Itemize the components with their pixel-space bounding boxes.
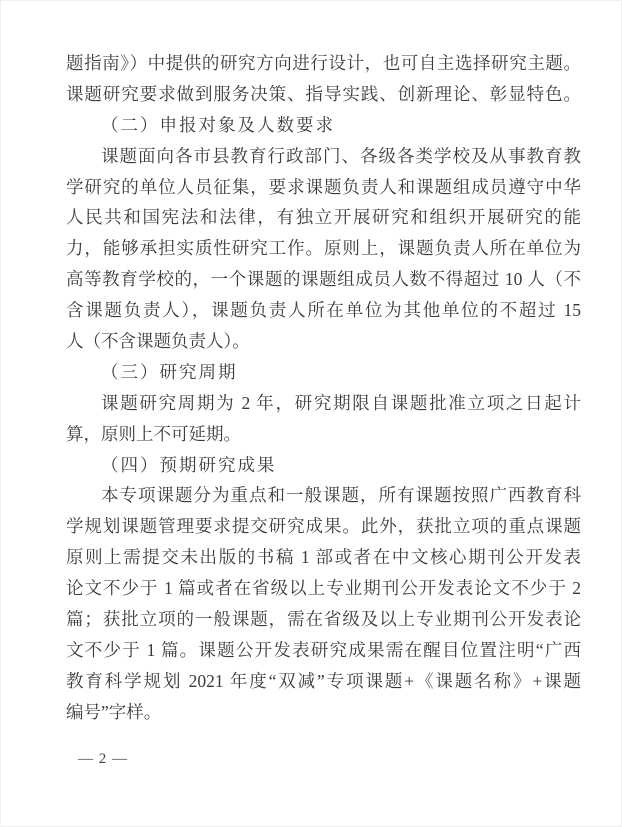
body-line: 题指南》）中提供的研究方向进行设计，也可自主选择研究主题。 [66, 53, 581, 73]
body-line: 论文不少于 1 篇或者在省级以上专业期刊公开发表论文不少于 2 [66, 578, 581, 599]
paragraph-first-line: 课题研究周期为 2 年，研究期限自课题批准立项之日起计 [101, 392, 581, 413]
body-line: 人民共和国宪法和法律，有独立开展研究和组织开展研究的能 [66, 207, 581, 228]
paragraph-last-line: 编号”字样。 [66, 701, 162, 722]
paragraph-first-line: 本专项课题分为重点和一般课题，所有课题按照广西教育科 [101, 485, 581, 506]
document-body [66, 48, 581, 728]
section-heading-3: （三）研究周期 [101, 361, 238, 382]
body-line: 原则上需提交未出版的书稿 1 部或者在中文核心期刊公开发表 [66, 547, 581, 568]
body-line: 力，能够承担实质性研究工作。原则上，课题负责人所在单位为 [66, 238, 581, 259]
body-line: 含课题负责人），课题负责人所在单位为其他单位的不超过 15 [66, 300, 581, 321]
body-line: 学规划课题管理要求提交研究成果。此外，获批立项的重点课题 [66, 516, 581, 537]
body-line: 文不少于 1 篇。课题公开发表研究成果需在醒目位置注明“广西 [66, 639, 581, 660]
body-line: 课题研究要求做到服务决策、指导实践、创新理论、彰显特色。 [66, 83, 581, 104]
paragraph-last-line: 人（不含课题负责人）。 [66, 331, 250, 352]
section-heading-2: （二）申报对象及人数要求 [101, 114, 335, 135]
paragraph-last-line: 算，原则上不可延期。 [66, 423, 241, 444]
body-line: 篇；获批立项的一般课题，需在省级及以上专业期刊公开发表论 [66, 609, 581, 630]
body-line: 教育科学规划 2021 年度“双减”专项课题+《课题名称》+课题 [66, 670, 581, 691]
paragraph-first-line: 课题面向各市县教育行政部门、各级各类学校及从事教育教 [101, 145, 581, 166]
body-line: 学研究的单位人员征集，要求课题负责人和课题组成员遵守中华 [66, 176, 581, 197]
section-heading-4: （四）预期研究成果 [101, 454, 277, 475]
page-number: — 2 — [78, 751, 128, 767]
body-line: 高等教育学校的，一个课题的课题组成员人数不得超过 10 人（不 [66, 269, 581, 290]
